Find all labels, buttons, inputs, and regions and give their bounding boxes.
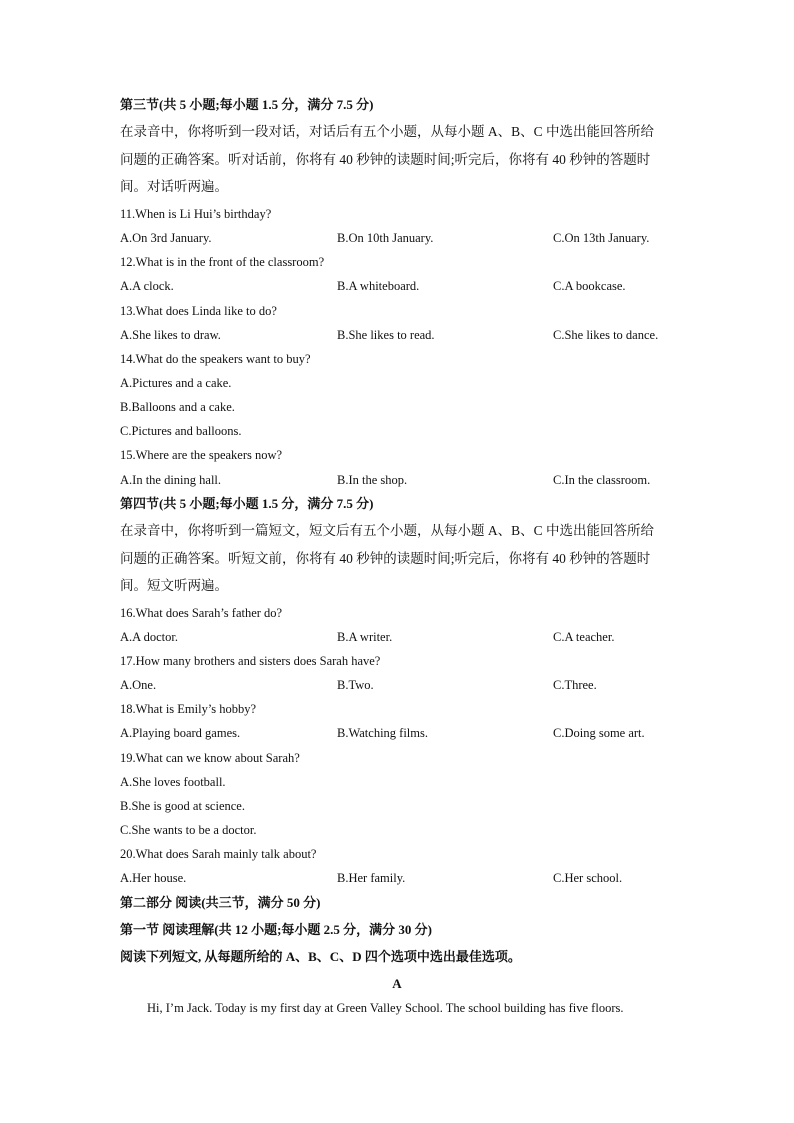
q20-option-c: C.Her school. bbox=[553, 871, 623, 885]
q17-option-a: A.One. bbox=[120, 678, 157, 692]
q18-option-a: A.Playing board games. bbox=[120, 726, 241, 740]
part2-sub-heading: 第一节 阅读理解(共 12 小题;每小题 2.5 分，满分 30 分) bbox=[120, 922, 432, 937]
q17-option-c: C.Three. bbox=[553, 678, 597, 692]
q19-option-c: C.She wants to be a doctor. bbox=[120, 823, 257, 837]
q11-option-a: A.On 3rd January. bbox=[120, 231, 212, 245]
q16-option-c: C.A teacher. bbox=[553, 630, 615, 644]
q12-option-a: A.A clock. bbox=[120, 279, 174, 293]
q18-option-b: B.Watching films. bbox=[337, 726, 428, 740]
section4-heading: 第四节(共 5 小题;每小题 1.5 分，满分 7.5 分) bbox=[120, 496, 374, 511]
section3-instruction-line-1: 在录音中，你将听到一段对话，对话后有五个小题，从每小题 A、B、C 中选出能回答所给 bbox=[120, 124, 655, 139]
question-14: 14.What do the speakers want to buy? bbox=[120, 352, 311, 366]
q16-option-b: B.A writer. bbox=[337, 630, 393, 644]
question-16: 16.What does Sarah’s father do? bbox=[120, 606, 283, 620]
q13-option-c: C.She likes to dance. bbox=[553, 328, 659, 342]
part2-heading: 第二部分 阅读(共三节，满分 50 分) bbox=[120, 895, 321, 910]
passage-letter: A bbox=[392, 976, 402, 991]
q20-option-b: B.Her family. bbox=[337, 871, 406, 885]
question-15: 15.Where are the speakers now? bbox=[120, 448, 283, 462]
section4-instruction-line-1: 在录音中，你将听到一篇短文，短文后有五个小题，从每小题 A、B、C 中选出能回答所给 bbox=[120, 523, 655, 538]
q15-option-b: B.In the shop. bbox=[337, 473, 408, 487]
passage-first-line: Hi, I’m Jack. Today is my first day at Green Valley School. The school building has five floors. bbox=[147, 1001, 624, 1015]
q12-option-b: B.A whiteboard. bbox=[337, 279, 420, 293]
question-19: 19.What can we know about Sarah? bbox=[120, 751, 300, 765]
q17-option-b: B.Two. bbox=[337, 678, 374, 692]
q16-option-a: A.A doctor. bbox=[120, 630, 178, 644]
section3-heading: 第三节(共 5 小题;每小题 1.5 分，满分 7.5 分) bbox=[120, 97, 374, 112]
q12-option-c: C.A bookcase. bbox=[553, 279, 626, 293]
question-17: 17.How many brothers and sisters does Sarah have? bbox=[120, 654, 381, 668]
q15-option-c: C.In the classroom. bbox=[553, 473, 651, 487]
q13-option-b: B.She likes to read. bbox=[337, 328, 435, 342]
q11-option-c: C.On 13th January. bbox=[553, 231, 650, 245]
question-12: 12.What is in the front of the classroom? bbox=[120, 255, 325, 269]
section3-instruction-line-3: 间。对话听两遍。 bbox=[120, 179, 228, 194]
q13-option-a: A.She likes to draw. bbox=[120, 328, 221, 342]
section3-instruction-line-2: 问题的正确答案。听对话前，你将有 40 秒钟的读题时间;听完后，你将有 40 秒钟的答题时 bbox=[120, 152, 651, 167]
q14-option-a: A.Pictures and a cake. bbox=[120, 376, 232, 390]
q19-option-a: A.She loves football. bbox=[120, 775, 226, 789]
reading-direction: 阅读下列短文, 从每题所给的 A、B、C、D 四个选项中选出最佳选项。 bbox=[120, 949, 521, 964]
q19-option-b: B.She is good at science. bbox=[120, 799, 245, 813]
question-20: 20.What does Sarah mainly talk about? bbox=[120, 847, 317, 861]
q14-option-b: B.Balloons and a cake. bbox=[120, 400, 235, 414]
question-13: 13.What does Linda like to do? bbox=[120, 304, 277, 318]
q11-option-b: B.On 10th January. bbox=[337, 231, 434, 245]
section4-instruction-line-2: 问题的正确答案。听短文前，你将有 40 秒钟的读题时间;听完后，你将有 40 秒钟的答题时 bbox=[120, 551, 651, 566]
question-11: 11.When is Li Hui’s birthday? bbox=[120, 207, 272, 221]
q14-option-c: C.Pictures and balloons. bbox=[120, 424, 242, 438]
q20-option-a: A.Her house. bbox=[120, 871, 187, 885]
question-18: 18.What is Emily’s hobby? bbox=[120, 702, 257, 716]
q15-option-a: A.In the dining hall. bbox=[120, 473, 222, 487]
section4-instruction-line-3: 间。短文听两遍。 bbox=[120, 578, 228, 593]
q18-option-c: C.Doing some art. bbox=[553, 726, 645, 740]
